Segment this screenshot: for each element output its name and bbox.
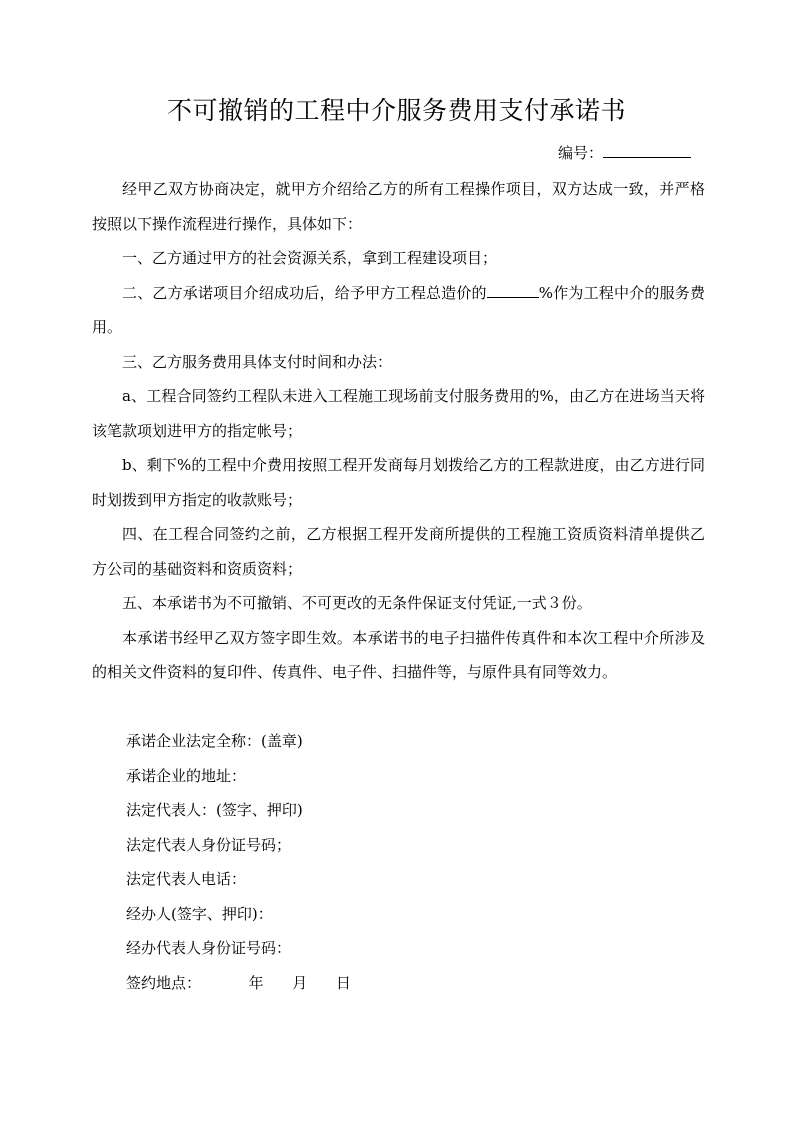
serial-number-label: 编号： bbox=[558, 144, 604, 162]
serial-number-blank bbox=[603, 140, 691, 158]
document-title: 不可撤销的工程中介服务费用支付承诺书 bbox=[166, 96, 626, 125]
clause-3: 三、乙方服务费用具体支付时间和办法： bbox=[122, 352, 393, 371]
handler-line: 经办人(签字、押印)： bbox=[126, 904, 273, 923]
legal-rep-phone-line: 法定代表人电话： bbox=[126, 870, 247, 888]
clause-2 bbox=[92, 276, 705, 345]
legal-rep-id-line: 法定代表人身份证号码； bbox=[126, 835, 292, 854]
clause-5: 五、本承诺书为不可撤销、不可更改的无条件保证支付凭证,一式３份。 bbox=[122, 594, 592, 612]
place-date-line: 签约地点： 年 月 日 bbox=[126, 973, 351, 992]
serial-number-field bbox=[558, 140, 691, 165]
clause-4: 四、在工程合同签约之前，乙方根据工程开发商所提供的工程施工资质资料清单提供乙方公司的基础资料和资质资料； bbox=[92, 525, 705, 578]
company-name-line: 承诺企业法定全称：(盖章) bbox=[126, 732, 303, 750]
handler-id-line: 经办代表人身份证号码： bbox=[126, 939, 292, 957]
clause-1: 一、乙方通过甲方的社会资源关系，拿到工程建设项目； bbox=[122, 249, 498, 267]
clause-2-text-before: 二、乙方承诺项目介绍成功后，给予甲方工程总造价的 bbox=[122, 283, 487, 302]
effect-paragraph: 本承诺书经甲乙双方签字即生效。本承诺书的电子扫描件传真件和本次工程中介所涉及的相关文件资料的复印件、传真件、电子件、扫描件等，与原件具有同等效力。 bbox=[92, 628, 705, 681]
legal-rep-line: 法定代表人：(签字、押印) bbox=[126, 801, 303, 819]
signing-block bbox=[126, 724, 686, 1000]
clause-3a: a、工程合同签约工程队未进入工程施工现场前支付服务费用的%，由乙方在进场当天将该笔款项划进甲方的指定帐号； bbox=[92, 387, 705, 440]
clause-3b: b、剩下%的工程中介费用按照工程开发商每月划拨给乙方的工程款进度，由乙方进行同时划拨到甲方指定的收款账号； bbox=[92, 456, 705, 509]
fee-percentage-blank bbox=[487, 280, 539, 298]
intro-paragraph: 经甲乙双方协商决定，就甲方介绍给乙方的所有工程操作项目，双方达成一致，并严格按照以下操作流程进行操作，具体如下： bbox=[92, 180, 705, 233]
clause-2-text-after: %作为工程中介的服务费用。 bbox=[92, 283, 705, 336]
document-body bbox=[92, 172, 705, 690]
company-address-line: 承诺企业的地址： bbox=[126, 766, 247, 785]
